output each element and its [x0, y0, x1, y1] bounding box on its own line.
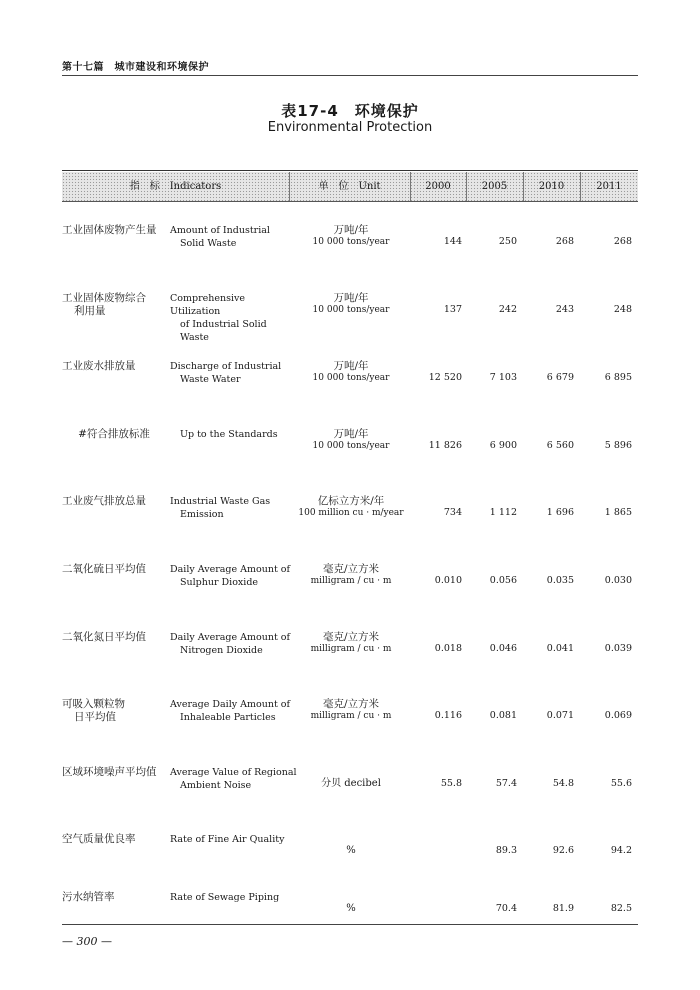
unit-line: 10 000 tons/year — [312, 441, 390, 451]
indicator-en-line: Average Value of Regional — [170, 767, 297, 778]
indicator-en-line: Discharge of Industrial — [170, 361, 282, 372]
value-2010: 0.041 — [546, 643, 574, 654]
header-year-2000: 2000 — [425, 181, 451, 192]
unit-line: 万吨/年 — [333, 360, 369, 372]
unit-line: % — [346, 845, 356, 856]
unit-line: % — [346, 903, 356, 914]
value-2010: 243 — [555, 304, 574, 315]
header-indicators: 指 标 Indicators — [129, 181, 222, 192]
unit-cell — [288, 563, 414, 587]
value-2010: 6 679 — [546, 372, 574, 383]
value-2010: 0.035 — [546, 575, 574, 586]
value-2005: 70.4 — [495, 903, 517, 914]
value-2000: 144 — [443, 236, 462, 247]
value-2011: 248 — [613, 304, 632, 315]
header-unit: 单 位 Unit — [318, 181, 381, 192]
unit-cell — [288, 428, 414, 452]
indicator-zh — [62, 698, 166, 724]
value-2000: 0.010 — [434, 575, 462, 586]
page-number: — 300 — — [62, 935, 112, 948]
value-2005: 250 — [498, 236, 517, 247]
table-row — [62, 563, 638, 615]
footer-rule — [62, 924, 638, 925]
header-year-2010: 2010 — [538, 181, 565, 192]
value-2010: 0.071 — [546, 710, 574, 721]
table-row — [62, 891, 638, 943]
indicator-zh-line: 工业废水排放量 — [62, 360, 136, 372]
unit-cell — [288, 360, 414, 384]
value-2010: 268 — [555, 236, 574, 247]
indicator-zh — [62, 292, 166, 318]
indicator-zh-line: #符合排放标准 — [78, 428, 150, 440]
value-2005: 6 900 — [489, 440, 517, 451]
value-2000: 0.018 — [434, 643, 462, 654]
unit-line: milligram / cu · m — [310, 644, 392, 654]
section-header: 第十七篇 城市建设和环境保护 — [62, 62, 209, 73]
indicator-zh-line: 工业固体废物产生量 — [62, 224, 157, 236]
table-header — [62, 172, 638, 202]
value-2005: 1 112 — [489, 507, 517, 518]
indicator-zh — [62, 495, 166, 508]
unit-cell — [288, 292, 414, 316]
indicator-en-line: Sulphur Dioxide — [180, 577, 259, 588]
indicator-en-line: Daily Average Amount of — [170, 564, 291, 575]
value-2011: 6 895 — [604, 372, 632, 383]
table-row — [62, 495, 638, 547]
unit-cell — [288, 778, 414, 790]
indicator-zh-line: 二氧化硫日平均值 — [62, 563, 146, 575]
indicator-zh — [62, 766, 166, 779]
table-row — [62, 698, 638, 750]
unit-line: 万吨/年 — [333, 224, 369, 236]
indicator-en-line: Solid Waste — [180, 238, 237, 249]
value-2011: 55.6 — [610, 778, 632, 789]
unit-line: 10 000 tons/year — [312, 373, 390, 383]
value-2000: 0.116 — [434, 710, 462, 721]
value-2000: 12 520 — [428, 372, 462, 383]
unit-line: 10 000 tons/year — [312, 237, 390, 247]
unit-line: 毫克/立方米 — [322, 563, 380, 575]
indicator-zh — [62, 891, 166, 904]
table-row — [62, 428, 638, 480]
value-2000: 734 — [443, 507, 462, 518]
header-year-2011: 2011 — [596, 181, 622, 192]
indicator-en-line: Amount of Industrial — [170, 225, 270, 236]
table-top-rule — [62, 170, 638, 171]
unit-cell — [288, 698, 414, 722]
indicator-en — [170, 495, 298, 521]
unit-line: 毫克/立方米 — [322, 698, 380, 710]
indicator-en — [170, 698, 298, 724]
indicator-en-line: of Industrial Solid Waste — [180, 319, 267, 343]
table-row — [62, 631, 638, 683]
indicator-zh-line: 日平均值 — [74, 711, 116, 723]
indicator-zh — [62, 563, 166, 576]
table-title-en: Environmental Protection — [267, 120, 433, 135]
header-year-2005: 2005 — [481, 181, 508, 192]
unit-line: 亿标立方米/年 — [317, 495, 385, 507]
value-2005: 57.4 — [495, 778, 517, 789]
indicator-en-line: Rate of Sewage Piping — [170, 892, 280, 903]
indicator-en — [170, 766, 298, 792]
table-row — [62, 224, 638, 276]
indicator-zh-line: 空气质量优良率 — [62, 833, 136, 845]
value-2011: 0.039 — [604, 643, 632, 654]
indicator-zh-line: 二氧化氮日平均值 — [62, 631, 146, 643]
unit-cell — [288, 631, 414, 655]
value-2005: 89.3 — [495, 845, 517, 856]
value-2010: 6 560 — [546, 440, 574, 451]
indicator-en — [170, 631, 298, 657]
unit-line: 100 million cu · m/year — [298, 508, 404, 518]
indicator-zh-line: 区域环境噪声平均值 — [62, 766, 157, 778]
table-row — [62, 833, 638, 885]
indicator-zh-line: 利用量 — [74, 305, 106, 317]
unit-cell — [288, 903, 414, 915]
indicator-zh — [62, 224, 166, 237]
indicator-zh-line: 污水纳管率 — [62, 891, 115, 903]
indicator-en-line: Rate of Fine Air Quality — [170, 834, 285, 845]
unit-line: 10 000 tons/year — [312, 305, 390, 315]
indicator-en-line: Inhaleable Particles — [180, 712, 276, 723]
value-2011: 0.030 — [604, 575, 632, 586]
value-2005: 242 — [498, 304, 517, 315]
value-2011: 1 865 — [604, 507, 632, 518]
value-2011: 5 896 — [604, 440, 632, 451]
table-row — [62, 360, 638, 412]
value-2000: 137 — [443, 304, 462, 315]
indicator-zh — [62, 631, 166, 644]
indicator-zh — [62, 360, 166, 373]
unit-line: 万吨/年 — [333, 428, 369, 440]
unit-line: milligram / cu · m — [310, 576, 392, 586]
indicator-en — [170, 360, 298, 386]
indicator-en-line: Emission — [180, 509, 224, 520]
table-title-zh: 表17-4 环境保护 — [281, 102, 419, 120]
indicator-zh-line: 可吸入颗粒物 — [62, 698, 125, 710]
indicator-zh-line: 工业固体废物综合 — [62, 292, 146, 304]
unit-cell — [288, 495, 414, 519]
value-2011: 268 — [613, 236, 632, 247]
indicator-en-line: Up to the Standards — [180, 429, 278, 440]
value-2010: 54.8 — [552, 778, 574, 789]
indicator-zh — [62, 428, 166, 441]
table-row — [62, 292, 638, 344]
indicator-en-line: Average Daily Amount of — [170, 699, 291, 710]
value-2005: 7 103 — [489, 372, 517, 383]
value-2005: 0.081 — [489, 710, 517, 721]
unit-line: 万吨/年 — [333, 292, 369, 304]
unit-cell — [288, 224, 414, 248]
indicator-en-line: Comprehensive Utilization — [170, 293, 246, 317]
indicator-en-line: Ambient Noise — [180, 780, 252, 791]
indicator-en — [170, 224, 298, 250]
unit-line: milligram / cu · m — [310, 711, 392, 721]
indicator-zh-line: 工业废气排放总量 — [62, 495, 146, 507]
indicator-en-line: Industrial Waste Gas — [170, 496, 271, 507]
indicator-zh — [62, 833, 166, 846]
unit-cell — [288, 845, 414, 857]
value-2000: 55.8 — [440, 778, 462, 789]
indicator-en — [170, 563, 298, 589]
indicator-en-line: Nitrogen Dioxide — [180, 645, 263, 656]
indicator-en — [170, 833, 298, 846]
value-2011: 82.5 — [610, 903, 632, 914]
indicator-en-line: Waste Water — [180, 374, 241, 385]
value-2005: 0.056 — [489, 575, 517, 586]
value-2011: 94.2 — [610, 845, 632, 856]
value-2011: 0.069 — [604, 710, 632, 721]
value-2010: 81.9 — [552, 903, 574, 914]
value-2010: 92.6 — [552, 845, 574, 856]
table-row — [62, 766, 638, 818]
indicator-en-line: Daily Average Amount of — [170, 632, 291, 643]
value-2000: 11 826 — [428, 440, 462, 451]
header-rule — [62, 75, 638, 76]
indicator-en — [170, 891, 298, 904]
value-2010: 1 696 — [546, 507, 574, 518]
indicator-en — [170, 292, 298, 344]
value-2005: 0.046 — [489, 643, 517, 654]
unit-line: 分贝 decibel — [321, 778, 381, 789]
unit-line: 毫克/立方米 — [322, 631, 380, 643]
